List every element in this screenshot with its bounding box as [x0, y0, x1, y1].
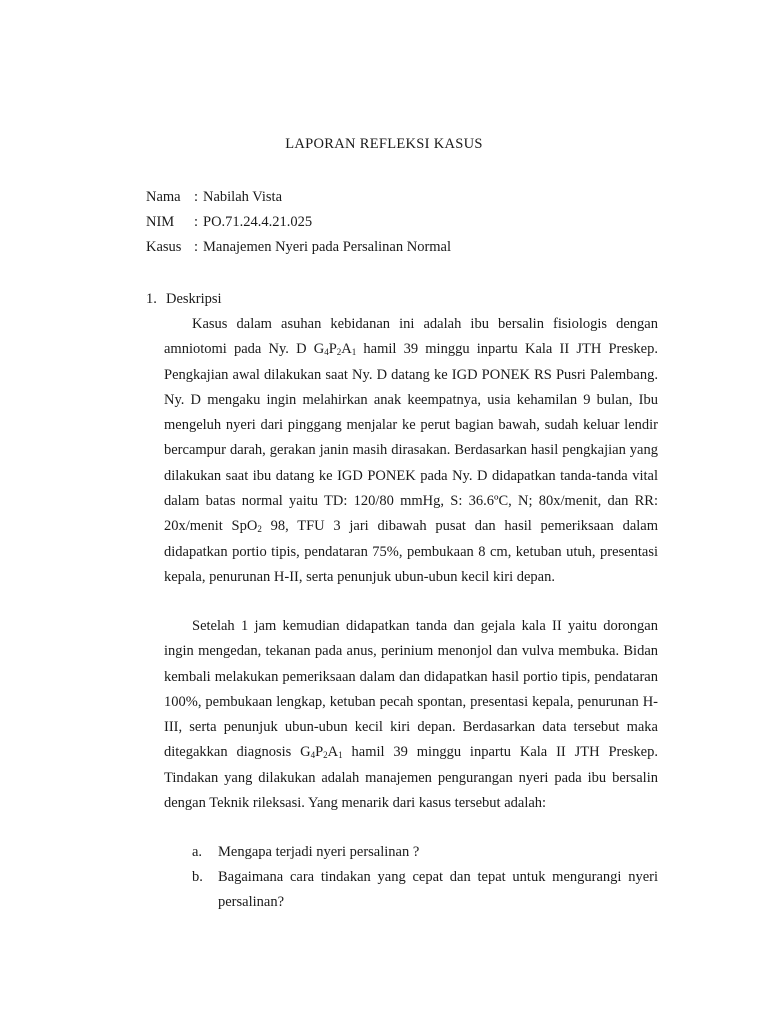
list-item [192, 865, 658, 916]
meta-label: NIM [146, 214, 175, 230]
section-number: 1. [146, 291, 157, 307]
paragraph-text [164, 312, 658, 590]
meta-colon: : [194, 239, 199, 255]
meta-label: Nama [146, 189, 181, 205]
list-item-text: Mengapa terjadi nyeri persalinan ? [218, 844, 420, 860]
subscript: 4 [324, 347, 329, 358]
meta-colon: : [194, 189, 199, 205]
question-list-item [192, 840, 658, 865]
paragraph-text-run: P [328, 341, 337, 358]
subscript: 2 [257, 524, 262, 535]
paragraph-text-run: hamil 39 minggu inpartu Kala II JTH Preskep. Tindakan yang dilakukan adalah manajemen pengurangan nyeri pada ibu bersalin dengan Teknik rileksasi. Yang menarik dari kasus tersebut adalah: [164, 744, 658, 812]
list-item-text: Bagaimana cara tindakan yang cepat dan tepat untuk mengurangi nyeri persalinan? [218, 869, 658, 911]
section-heading [146, 287, 222, 312]
question-list-item [192, 865, 658, 916]
list-item [192, 840, 658, 865]
paragraph-text-run: Setelah 1 jam kemudian didapatkan tanda dan gejala kala II yaitu dorongan ingin mengedan, tekanan pada anus, perinium menonjol dan vulva membuka. Bidan kembali melakukan pemeriksaan dalam dan didapatkan hasil portio tipis, pendataran 100%, pembukaan lengkap, ketuban pecah spontan, presentasi kepala, penurunan H-III, serta penunjuk ubun-ubun kecil kiri depan. Berdasarkan data tersebut maka ditegakkan diagnosis G [164, 618, 658, 761]
list-marker: a. [192, 844, 203, 860]
meta-value-kasus: Manajemen Nyeri pada Persalinan Normal [203, 239, 452, 255]
paragraph-text-run: Kasus dalam asuhan kebidanan ini adalah ibu bersalin fisiologis dengan amniotomi pada Ny. D G [164, 316, 658, 358]
paragraph-text-run: A [327, 744, 339, 761]
subscript: 1 [351, 347, 357, 358]
identity-block [146, 185, 451, 260]
meta-value-nama: Nabilah Vista [203, 189, 282, 205]
subscript: 2 [323, 750, 328, 761]
subscript: 1 [338, 750, 343, 761]
paragraph-text-run: hamil 39 minggu inpartu Kala II JTH Preskep. Pengkajian awal dilakukan saat Ny. D datang ke IGD PONEK RS Pusri Palembang. Ny. D mengaku ingin melahirkan anak keempatnya, usia kehamilan 9 bulan, Ibu mengeluh nyeri dari pinggang menjalar ke perut bagian bawah, sudah keluar lendir bercampur darah, gerakan janin masih dirasakan. Berdasarkan hasil pengkajian yang dilakukan saat ibu datang ke IGD PONEK pada Ny. D didapatkan tanda-tanda vital dalam batas normal yaitu TD: 120/80 mmHg, S: 36.6ºC, N; 80x/menit, dan RR: 20x/menit SpO [164, 341, 658, 535]
meta-row-nama [146, 185, 451, 210]
meta-row-nim [146, 210, 451, 235]
description-paragraph-2 [164, 614, 658, 816]
meta-label: Kasus [146, 239, 182, 255]
subscript: 2 [336, 347, 342, 358]
subscript: 4 [310, 750, 316, 761]
paragraph-text-run: P [315, 744, 324, 761]
section-title: Deskripsi [166, 291, 222, 307]
document-title: LAPORAN REFLEKSI KASUS [285, 136, 483, 152]
paragraph-text-run: 98, TFU 3 jari dibawah pusat dan hasil pemeriksaan dalam didapatkan portio tipis, pendataran 75%, pembukaan 8 cm, ketuban utuh, presentasi kepala, penurunan H-II, serta penunjuk ubun-ubun kecil kiri depan. [164, 518, 658, 585]
meta-value-nim: PO.71.24.4.21.025 [203, 214, 313, 230]
list-marker: b. [192, 869, 203, 885]
meta-colon: : [194, 214, 199, 230]
paragraph-text [164, 614, 658, 816]
meta-row-kasus [146, 235, 451, 260]
paragraph-text-run: A [341, 341, 352, 358]
description-paragraph-1 [164, 312, 658, 590]
